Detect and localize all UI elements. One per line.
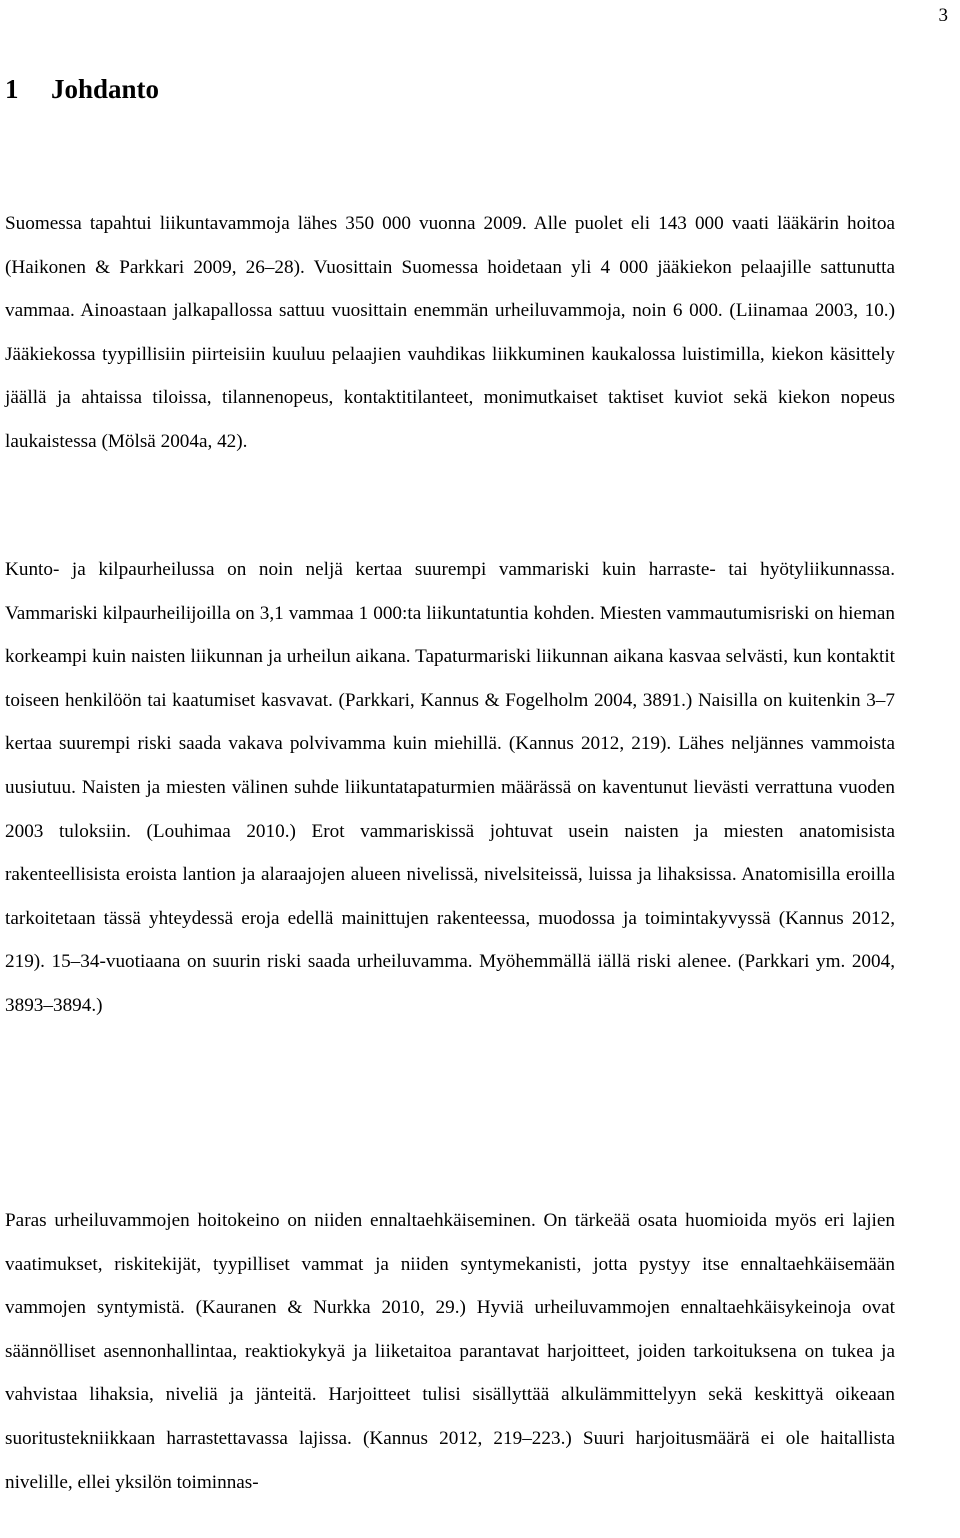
body-paragraph: Paras urheiluvammojen hoitokeino on niiden ennaltaehkäiseminen. On tärkeää osata huomioida myös eri lajien vaatimukset, riskitekijät, tyypilliset vammat ja niiden syntymekanisti, jotta pystyy itse ennaltaehkäisemään vammojen syntymistä. (Kauranen & Nurkka 2010, 29.) Hyviä urheiluvammojen ennaltaehkäisykeinoja ovat säännölliset asennonhallintaa, reaktiokykyä ja liiketaitoa parantavat harjoitteet, joiden tarkoituksena on tukea ja vahvistaa lihaksia, niveliä ja jänteitä. Harjoitteet tulisi sisällyttää alkulämmittelyyn sekä keskittyä oikeaan suoritustekniikkaan harrastettavassa lajissa. (Kannus 2012, 219–223.) Suuri harjoitusmäärä ei ole haitallista nivelille, ellei yksilön toiminnas- (5, 1210, 895, 1493)
body-paragraph: Suomessa tapahtui liikuntavammoja lähes 350 000 vuonna 2009. Alle puolet eli 143 000 vaati lääkärin hoitoa (Haikonen & Parkkari 2009, 26–28). Vuosittain Suomessa hoidetaan yli 4 000 jääkiekon pelaajille sattunutta vammaa. Ainoastaan jalkapallossa sattuu vuosittain enemmän urheiluvammoja, noin 6 000. (Liinamaa 2003, 10.) Jääkiekossa tyypillisiin piirteisiin kuuluu pelaajien vauhdikas liikkuminen kaukalossa luistimilla, kiekon käsittely jäällä ja ahtaissa tiloissa, tilannenopeus, kontaktitilanteet, monimutkaiset taktiset kuviot sekä kiekon nopeus laukaistessa (Mölsä 2004a, 42). (5, 213, 895, 452)
body-paragraph: Kunto- ja kilpaurheilussa on noin neljä kertaa suurempi vammariski kuin harraste- tai hyötyliikunnassa. Vammariski kilpaurheilijoilla on 3,1 vammaa 1 000:ta liikuntatuntia kohden. Miesten vammautumisriski on hieman korkeampi kuin naisten liikunnan ja urheilun aikana. Tapaturmariski liikunnan aikana kasvaa selvästi, kun kontaktit toiseen henkilöön tai kaatumiset kasvavat. (Parkkari, Kannus & Fogelholm 2004, 3891.) Naisilla on kuitenkin 3–7 kertaa suurempi riski saada vakava polvivamma kuin miehillä. (Kannus 2012, 219). Lähes neljännes vammoista uusiutuu. Naisten ja miesten välinen suhde liikuntatapaturmien määrässä on kaventunut lievästi verrattuna vuoden 2003 tuloksiin. (Louhimaa 2010.) Erot vammariskissä johtuvat usein naisten ja miesten anatomisista rakenteellisista eroista lantion ja alaraajojen alueen nivelissä, nivelsiteissä, luissa ja lihaksissa. Anatomisilla eroilla tarkoitetaan tässä yhteydessä eroja edellä mainittujen rakenteessa, muodossa ja toimintakyvyssä (Kannus 2012, 219). 15–34-vuotiaana on suurin riski saada urheiluvamma. Myöhemmällä iällä riski alenee. (Parkkari ym. 2004, 3893–3894.) (5, 559, 895, 1016)
section-title: Johdanto (51, 74, 160, 104)
section-number: 1 (5, 74, 19, 104)
page-number: 3 (938, 5, 948, 26)
section-heading (5, 72, 159, 106)
